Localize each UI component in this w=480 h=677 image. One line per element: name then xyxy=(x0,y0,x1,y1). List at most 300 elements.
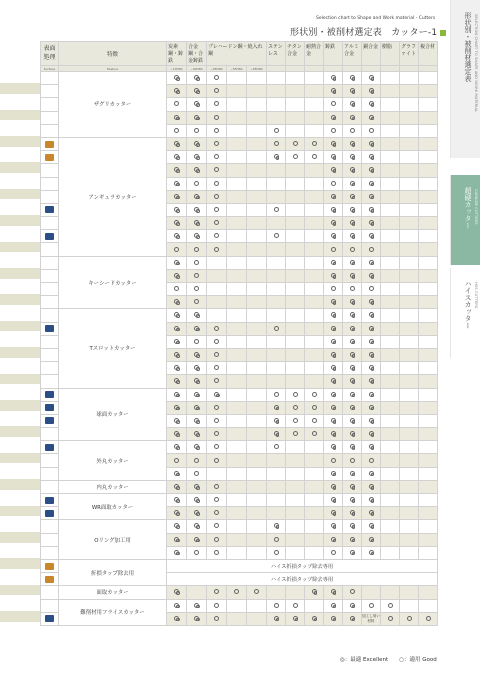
good-mark-icon xyxy=(214,220,219,225)
good-mark-icon xyxy=(194,286,199,291)
excellent-mark-icon xyxy=(174,484,179,489)
excellent-mark-icon xyxy=(350,115,355,120)
left-strip xyxy=(0,215,40,226)
excellent-mark-icon xyxy=(174,299,179,304)
excellent-mark-icon xyxy=(331,75,336,80)
excellent-mark-icon xyxy=(174,194,179,199)
good-mark-icon xyxy=(369,128,374,133)
surface-cell xyxy=(41,612,59,625)
good-mark-icon xyxy=(234,589,239,594)
excellent-mark-icon xyxy=(369,365,374,370)
left-strip xyxy=(0,83,40,94)
excellent-mark-icon xyxy=(174,154,179,159)
excellent-mark-icon xyxy=(194,418,199,423)
good-mark-icon xyxy=(194,247,199,252)
excellent-mark-icon xyxy=(350,616,355,621)
excellent-mark-icon xyxy=(174,405,179,410)
excellent-mark-icon xyxy=(331,339,336,344)
excellent-mark-icon xyxy=(369,115,374,120)
excellent-mark-icon xyxy=(350,220,355,225)
coating-tian-icon xyxy=(45,325,54,332)
side-tab-carbide[interactable]: 超硬カッター CARBIDE CUTTERS xyxy=(450,175,480,265)
excellent-mark-icon xyxy=(274,154,279,159)
good-mark-icon xyxy=(214,616,219,621)
good-mark-icon xyxy=(369,603,374,608)
good-mark-icon xyxy=(214,128,219,133)
excellent-mark-icon xyxy=(331,378,336,383)
excellent-mark-icon xyxy=(194,233,199,238)
header-m8: 鋳鉄 xyxy=(324,42,343,66)
excellent-mark-icon xyxy=(274,523,279,528)
good-mark-icon xyxy=(293,418,298,423)
excellent-mark-icon xyxy=(350,418,355,423)
good-mark-icon xyxy=(214,115,219,120)
surface-cell xyxy=(41,573,59,586)
feature-cell: 面取カッター xyxy=(59,586,167,599)
surface-cell xyxy=(41,348,59,361)
good-mark-icon xyxy=(174,286,179,291)
good-mark-icon xyxy=(214,550,219,555)
excellent-mark-icon xyxy=(369,444,374,449)
excellent-mark-icon xyxy=(174,88,179,93)
excellent-mark-icon xyxy=(174,603,179,608)
good-mark-icon xyxy=(312,431,317,436)
excellent-mark-icon xyxy=(194,537,199,542)
excellent-mark-icon xyxy=(369,273,374,278)
surface-header: 表面処理 xyxy=(41,42,59,66)
excellent-mark-icon xyxy=(194,523,199,528)
left-strip xyxy=(0,453,40,464)
surface-cell xyxy=(41,230,59,243)
good-mark-icon xyxy=(174,458,179,463)
excellent-mark-icon xyxy=(194,378,199,383)
left-strip xyxy=(0,162,40,173)
excellent-mark-icon xyxy=(331,141,336,146)
excellent-mark-icon xyxy=(331,365,336,370)
feature-cell: 難削材用フライスカッター xyxy=(59,599,167,625)
good-mark-icon xyxy=(331,286,336,291)
title-marker-icon xyxy=(440,30,446,36)
surface-cell xyxy=(41,335,59,348)
excellent-mark-icon xyxy=(194,365,199,370)
excellent-mark-icon xyxy=(194,326,199,331)
excellent-mark-icon xyxy=(350,352,355,357)
excellent-mark-icon xyxy=(174,326,179,331)
left-strip xyxy=(0,136,40,147)
excellent-mark-icon xyxy=(331,233,336,238)
feature-cell: 内丸カッター xyxy=(59,480,167,493)
feature-cell: 折損タップ除去用 xyxy=(59,559,167,585)
coating-tian-icon xyxy=(45,391,54,398)
excellent-mark-icon xyxy=(174,418,179,423)
coating-tian-icon xyxy=(45,510,54,517)
excellent-mark-icon xyxy=(331,115,336,120)
good-mark-icon xyxy=(194,181,199,186)
good-mark-icon xyxy=(331,458,336,463)
surface-cell xyxy=(41,428,59,441)
excellent-mark-icon xyxy=(331,616,336,621)
excellent-mark-icon xyxy=(194,207,199,212)
feature-cell: WR面取カッター xyxy=(59,494,167,520)
good-mark-icon xyxy=(350,286,355,291)
excellent-mark-icon xyxy=(350,378,355,383)
excellent-mark-icon xyxy=(369,167,374,172)
good-mark-icon xyxy=(293,603,298,608)
excellent-mark-icon xyxy=(312,589,317,594)
table-row xyxy=(41,586,438,599)
good-mark-icon xyxy=(293,141,298,146)
excellent-mark-icon xyxy=(369,523,374,528)
excellent-mark-icon xyxy=(350,484,355,489)
excellent-mark-icon xyxy=(331,167,336,172)
coating-p-icon xyxy=(45,141,54,148)
left-strip xyxy=(0,532,40,543)
surface-cell xyxy=(41,362,59,375)
excellent-mark-icon xyxy=(350,207,355,212)
good-mark-icon xyxy=(331,247,336,252)
excellent-mark-icon xyxy=(274,431,279,436)
excellent-mark-icon xyxy=(194,497,199,502)
coating-p-icon xyxy=(45,576,54,583)
excellent-mark-icon xyxy=(174,365,179,370)
excellent-mark-icon xyxy=(331,194,336,199)
excellent-mark-icon xyxy=(174,537,179,542)
good-mark-icon xyxy=(214,181,219,186)
surface-cell xyxy=(41,375,59,388)
surface-cell xyxy=(41,480,59,493)
surface-cell xyxy=(41,322,59,335)
excellent-mark-icon xyxy=(369,312,374,317)
excellent-mark-icon xyxy=(331,392,336,397)
feature-cell: Tスロットカッター xyxy=(59,309,167,388)
excellent-mark-icon xyxy=(350,194,355,199)
good-mark-icon xyxy=(254,589,259,594)
excellent-mark-icon xyxy=(369,471,374,476)
excellent-mark-icon xyxy=(369,326,374,331)
coating-tian-icon xyxy=(45,206,54,213)
good-mark-icon xyxy=(274,128,279,133)
surface-cell xyxy=(41,203,59,216)
good-mark-icon xyxy=(331,550,336,555)
surface-cell xyxy=(41,401,59,414)
excellent-mark-icon xyxy=(194,405,199,410)
note-cell: ハイス折損タップ除去専用 xyxy=(167,559,438,572)
good-mark-icon xyxy=(214,75,219,80)
coating-tian-icon xyxy=(45,497,54,504)
good-mark-icon xyxy=(312,141,317,146)
left-strip xyxy=(0,321,40,332)
excellent-mark-icon xyxy=(194,154,199,159)
surface-cell xyxy=(41,441,59,454)
excellent-mark-icon xyxy=(350,88,355,93)
excellent-mark-icon xyxy=(274,616,279,621)
good-mark-icon xyxy=(274,392,279,397)
good-mark-icon xyxy=(214,589,219,594)
good-mark-icon xyxy=(274,603,279,608)
coating-tian-icon xyxy=(45,404,54,411)
good-mark-icon xyxy=(426,616,431,621)
good-mark-icon xyxy=(214,497,219,502)
excellent-mark-icon xyxy=(214,392,219,397)
good-mark-icon xyxy=(388,616,393,621)
good-mark-icon xyxy=(274,550,279,555)
legend: ◎：最適 Excellent ○：適用 Good xyxy=(340,657,437,663)
good-mark-icon xyxy=(274,233,279,238)
excellent-mark-icon xyxy=(174,497,179,502)
left-strip xyxy=(0,347,40,358)
surface-cell xyxy=(41,137,59,150)
good-mark-icon xyxy=(274,444,279,449)
excellent-mark-icon xyxy=(350,233,355,238)
excellent-mark-icon xyxy=(194,115,199,120)
excellent-mark-icon xyxy=(369,154,374,159)
excellent-mark-icon xyxy=(331,603,336,608)
excellent-mark-icon xyxy=(350,167,355,172)
table-row xyxy=(41,309,438,322)
excellent-mark-icon xyxy=(194,616,199,621)
surface-cell xyxy=(41,454,59,467)
excellent-mark-icon xyxy=(350,154,355,159)
excellent-mark-icon xyxy=(194,101,199,106)
excellent-mark-icon xyxy=(174,589,179,594)
surface-en: Surface xyxy=(41,66,59,72)
surface-cell xyxy=(41,269,59,282)
good-mark-icon xyxy=(214,444,219,449)
excellent-mark-icon xyxy=(331,537,336,542)
excellent-mark-icon xyxy=(331,312,336,317)
coating-tian-icon xyxy=(45,233,54,240)
excellent-mark-icon xyxy=(369,260,374,265)
excellent-mark-icon xyxy=(350,537,355,542)
excellent-mark-icon xyxy=(331,484,336,489)
excellent-mark-icon xyxy=(369,497,374,502)
header-m9: アルミ合金 xyxy=(343,42,362,66)
left-strip xyxy=(0,426,40,437)
header-m12: グラファイト xyxy=(400,42,419,66)
table-row xyxy=(41,559,438,572)
excellent-mark-icon xyxy=(369,75,374,80)
surface-cell xyxy=(41,414,59,427)
excellent-mark-icon xyxy=(331,326,336,331)
excellent-mark-icon xyxy=(350,273,355,278)
feature-header: 特徴 xyxy=(59,42,167,66)
excellent-mark-icon xyxy=(350,603,355,608)
excellent-mark-icon xyxy=(331,220,336,225)
surface-cell xyxy=(41,309,59,322)
header-m11: 樹脂 xyxy=(381,42,400,66)
excellent-mark-icon xyxy=(274,418,279,423)
excellent-mark-icon xyxy=(350,299,355,304)
header-m5: ステンレス xyxy=(267,42,286,66)
excellent-mark-icon xyxy=(194,510,199,515)
excellent-mark-icon xyxy=(369,181,374,186)
excellent-mark-icon xyxy=(369,194,374,199)
excellent-mark-icon xyxy=(350,550,355,555)
excellent-mark-icon xyxy=(369,510,374,515)
good-mark-icon xyxy=(274,537,279,542)
good-mark-icon xyxy=(388,603,393,608)
good-mark-icon xyxy=(331,101,336,106)
good-mark-icon xyxy=(194,339,199,344)
good-mark-icon xyxy=(331,128,336,133)
good-mark-icon xyxy=(214,431,219,436)
excellent-mark-icon xyxy=(194,444,199,449)
excellent-mark-icon xyxy=(331,88,336,93)
excellent-mark-icon xyxy=(350,260,355,265)
excellent-mark-icon xyxy=(331,510,336,515)
note-cell: ハイス折損タップ除去専用 xyxy=(167,573,438,586)
good-mark-icon xyxy=(274,326,279,331)
excellent-mark-icon xyxy=(350,497,355,502)
excellent-mark-icon xyxy=(331,405,336,410)
header-m0: 炭素鋼・鋳鉄 xyxy=(167,42,187,66)
good-mark-icon xyxy=(174,247,179,252)
excellent-mark-icon xyxy=(369,550,374,555)
excellent-mark-icon xyxy=(194,484,199,489)
good-mark-icon xyxy=(214,141,219,146)
excellent-mark-icon xyxy=(174,233,179,238)
table-row xyxy=(41,599,438,612)
good-mark-icon xyxy=(350,589,355,594)
table-row xyxy=(41,137,438,150)
excellent-mark-icon xyxy=(369,141,374,146)
excellent-mark-icon xyxy=(194,167,199,172)
good-mark-icon xyxy=(369,458,374,463)
excellent-mark-icon xyxy=(350,471,355,476)
good-mark-icon xyxy=(194,260,199,265)
excellent-mark-icon xyxy=(350,392,355,397)
surface-cell xyxy=(41,256,59,269)
good-mark-icon xyxy=(174,128,179,133)
surface-cell xyxy=(41,296,59,309)
excellent-mark-icon xyxy=(174,167,179,172)
header-m7: 耐熱合金 xyxy=(305,42,324,66)
excellent-mark-icon xyxy=(350,523,355,528)
coating-p-icon xyxy=(45,154,54,161)
surface-cell xyxy=(41,546,59,559)
excellent-mark-icon xyxy=(350,431,355,436)
header-m10: 銅合金 xyxy=(362,42,381,66)
excellent-mark-icon xyxy=(331,418,336,423)
feature-cell: 球面カッター xyxy=(59,388,167,441)
good-mark-icon xyxy=(214,154,219,159)
excellent-mark-icon xyxy=(331,260,336,265)
good-mark-icon xyxy=(214,510,219,515)
surface-cell xyxy=(41,388,59,401)
excellent-mark-icon xyxy=(331,207,336,212)
good-mark-icon xyxy=(274,141,279,146)
excellent-mark-icon xyxy=(350,326,355,331)
surface-cell xyxy=(41,586,59,599)
feature-cell: ザグリカッター xyxy=(59,72,167,138)
good-mark-icon xyxy=(194,128,199,133)
coating-hex-icon xyxy=(45,615,54,622)
surface-cell xyxy=(41,533,59,546)
excellent-mark-icon xyxy=(174,352,179,357)
good-mark-icon xyxy=(214,233,219,238)
excellent-mark-icon xyxy=(369,484,374,489)
surface-cell xyxy=(41,151,59,164)
good-mark-icon xyxy=(194,458,199,463)
surface-cell xyxy=(41,599,59,612)
surface-cell xyxy=(41,85,59,98)
table-row xyxy=(41,441,438,454)
side-tab-selection[interactable]: 形状別・被削材選定表 SELECTION CHART TO SHAPE AND WORK MATERIAL xyxy=(450,0,480,158)
feature-cell: キーシードカッター xyxy=(59,256,167,309)
table-row xyxy=(41,388,438,401)
good-mark-icon xyxy=(214,88,219,93)
good-mark-icon xyxy=(293,392,298,397)
good-mark-icon xyxy=(214,458,219,463)
excellent-mark-icon xyxy=(174,181,179,186)
coating-tian-icon xyxy=(45,417,54,424)
excellent-mark-icon xyxy=(174,510,179,515)
excellent-mark-icon xyxy=(174,207,179,212)
feature-en: Feature xyxy=(59,66,167,72)
excellent-mark-icon xyxy=(369,431,374,436)
excellent-mark-icon xyxy=(369,299,374,304)
good-mark-icon xyxy=(214,523,219,528)
table-row xyxy=(41,520,438,533)
left-strip xyxy=(0,242,40,253)
good-mark-icon xyxy=(350,128,355,133)
excellent-mark-icon xyxy=(194,194,199,199)
surface-cell xyxy=(41,520,59,533)
header-m6: チタン合金 xyxy=(286,42,305,66)
left-strip xyxy=(0,558,40,569)
excellent-mark-icon xyxy=(369,101,374,106)
excellent-mark-icon xyxy=(350,101,355,106)
surface-cell xyxy=(41,98,59,111)
excellent-mark-icon xyxy=(369,405,374,410)
good-mark-icon xyxy=(214,167,219,172)
good-mark-icon xyxy=(312,405,317,410)
excellent-mark-icon xyxy=(331,471,336,476)
selection-table: 表面処理 特徴 炭素鋼・鋳鉄 合金鋼・合金鋳鉄 プレハードン鋼・焼入れ鋼 ステンレス チタン合金 耐熱合金 鋳鉄 アルミ合金 銅合金 樹脂 グラファイト 複合材 Surface Feature ~10HRC ~40HRC ~45HRC ~55HRC ~65HRC ザグリカッター アンギュラカッター キーシードカッター Tスロットカッター 球面カッター 外丸カッター 内丸カッター WR面取カッター Oリング加工用 折損タップ除去用 ハイス折損タップ除去専用 ハイス折損タップ除去専用 面取カッター 難削材用フライスカッター 加工し易い材料 xyxy=(40,41,438,626)
excellent-mark-icon xyxy=(174,392,179,397)
surface-cell xyxy=(41,494,59,507)
table-row xyxy=(41,72,438,85)
excellent-mark-icon xyxy=(194,88,199,93)
excellent-mark-icon xyxy=(174,550,179,555)
side-tab-hss[interactable]: ハイスカッター HSS CUTTERS xyxy=(450,268,480,358)
excellent-mark-icon xyxy=(174,444,179,449)
excellent-mark-icon xyxy=(174,378,179,383)
good-mark-icon xyxy=(214,365,219,370)
excellent-mark-icon xyxy=(369,537,374,542)
excellent-mark-icon xyxy=(331,589,336,594)
good-mark-icon xyxy=(331,181,336,186)
good-mark-icon xyxy=(194,550,199,555)
excellent-mark-icon xyxy=(174,312,179,317)
surface-cell xyxy=(41,190,59,203)
good-mark-icon xyxy=(312,392,317,397)
table-row xyxy=(41,494,438,507)
excellent-mark-icon xyxy=(174,260,179,265)
excellent-mark-icon xyxy=(194,220,199,225)
coating-tian-icon xyxy=(45,444,54,451)
excellent-mark-icon xyxy=(350,405,355,410)
excellent-mark-icon xyxy=(369,418,374,423)
surface-cell xyxy=(41,559,59,572)
good-mark-icon xyxy=(214,405,219,410)
excellent-mark-icon xyxy=(174,141,179,146)
excellent-mark-icon xyxy=(350,181,355,186)
excellent-mark-icon xyxy=(369,339,374,344)
excellent-mark-icon xyxy=(194,431,199,436)
excellent-mark-icon xyxy=(350,339,355,344)
left-strip xyxy=(0,611,40,622)
